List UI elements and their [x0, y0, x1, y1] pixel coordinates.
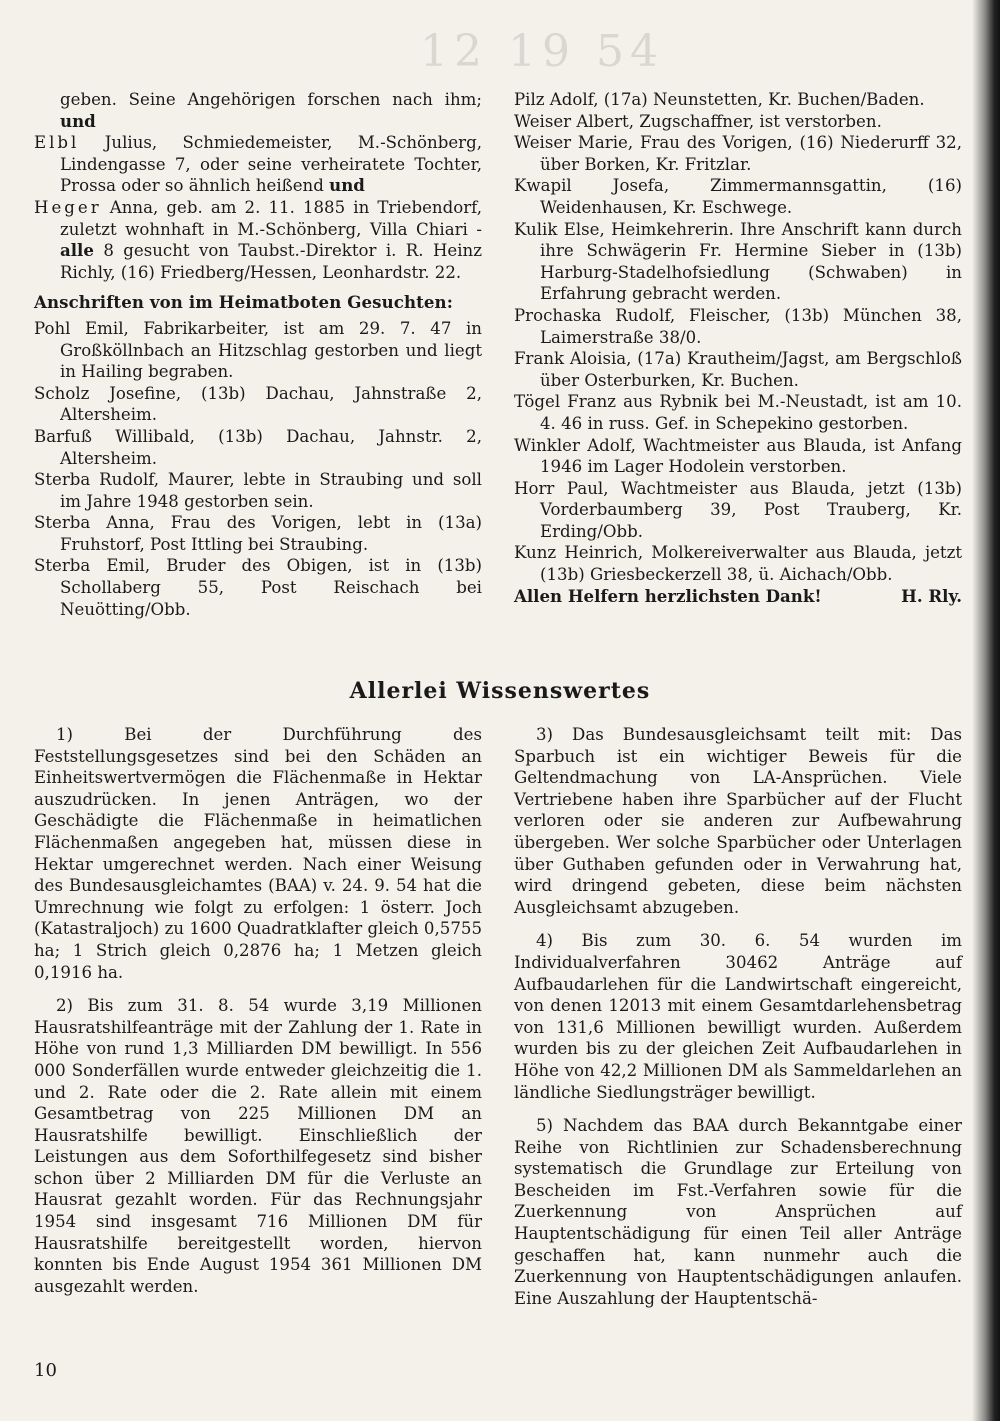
list-item: Pilz Adolf, (17a) Neunstetten, Kr. Buchen/Baden. [514, 90, 925, 109]
list-item: Weiser Albert, Zugschaffner, ist verstorben. [514, 111, 882, 131]
search-entry-heger [34, 197, 482, 283]
article-paragraph: 3) Das Bundesausgleichsamt teilt mit: Das Sparbuch ist ein wichtiger Beweis für die Geltendmachung von LA-Ansprüchen. Viele Vertriebene haben ihre Sparbücher auf der Flucht verloren oder sie anderen zur Aufbewahrung übergeben. Wer solche Sparbücher oder Unterlagen über Guthaben gefunden oder in Verwahrung hat, wird dringend gebeten, diese beim nächsten Ausgleichsamt abzugeben. [514, 725, 962, 917]
list-item: Kunz Heinrich, Molkereiverwalter aus Blauda, jetzt (13b) Griesbeckerzell 38, ü. Aichach/Obb. [514, 543, 962, 585]
list-item: Sterba Anna, Frau des Vorigen, lebt in (13a) Fruhstorf, Post Ittling bei Straubing. [34, 513, 482, 554]
intro-text: geben. Seine Angehörigen forschen nach ihm; [60, 90, 482, 109]
article-paragraph: 2) Bis zum 31. 8. 54 wurde 3,19 Millionen Hausratshilfeanträge mit der Zahlung der 1. Rate in Höhe von rund 1,3 Milliarden DM bewilligt. In 556 000 Sonderfällen wurde entweder gleichzeitig die 1. und 2. Rate oder die 2. Rate allein mit einem Gesamtbetrag von 225 Millionen DM an Hausratshilfe bewilligt. Einschließlich der Leistungen aus dem Soforthilfegesetz sind bisher schon über 2 Milliarden DM für die Verluste an Hausrat gezahlt worden. Für das Rechnungsjahr 1954 sind insgesamt 716 Millionen DM für Hausratshilfe bereitgestellt worden, hiervon konnten bis Ende August 1954 361 Millionen DM ausgezahlt werden. [34, 996, 482, 1296]
list-heading: Anschriften von im Heimatboten Gesuchten: [34, 292, 453, 313]
article-paragraph: 4) Bis zum 30. 6. 54 wurden im Individualverfahren 30462 Anträge auf Aufbaudarlehen für die Landwirtschaft eingereicht, von denen 12013 mit einem Gesamtdarlehensbetrag von 131,6 Millionen bewilligt wurden. Außerdem wurden bis zu der gleichen Zeit Aufbaudarlehen in Höhe von 42,2 Millionen DM als Sammeldarlehen an ländliche Siedlungsträger bewilligt. [514, 931, 962, 1102]
list-item: Scholz Josefine, (13b) Dachau, Jahnstraße 2, Altersheim. [34, 383, 482, 425]
list-item: Winkler Adolf, Wachtmeister aus Blauda, ist Anfang 1946 im Lager Hodolein verstorben. [514, 435, 962, 477]
list-item: Kwapil Josefa, Zimmermannsgattin, (16) Weidenhausen, Kr. Eschwege. [514, 176, 962, 217]
entry-text-elbl: Julius, Schmiedemeister, M.-Schönberg, Lindengasse 7, oder seine verheiratete Tochter, Prossa oder so ähnlich heißend [60, 133, 482, 196]
list-item: Sterba Emil, Bruder des Obigen, ist in (13b) Schollaberg 55, Post Reischach bei Neuötting/Obb. [34, 556, 482, 619]
list-item: Pohl Emil, Fabrikarbeiter, ist am 29. 7. 47 in Großköllnbach an Hitzschlag gestorben und liegt in Hailing begraben. [34, 318, 482, 382]
entry-und-elbl: und [329, 175, 365, 196]
left-bottom-column [34, 724, 482, 1309]
article-paragraph: 5) Nachdem das BAA durch Bekanntgabe einer Reihe von Richtlinien zur Schadensberechnung systematisch die Grundlage zur Erteilung von Bescheiden im Fst.-Verfahren sowie für die Zuerkennung von Ansprüchen auf Hauptentschädigung für einen Teil aller Anträge geschaffen hat, kann nunmehr auch die Zuerkennung von Hauptentschädigungen anlaufen. Eine Auszahlung der Hauptentschä- [514, 1116, 962, 1308]
list-item: Kulik Else, Heimkehrerin. Ihre Anschrift kann durch ihre Schwägerin Fr. Hermine Sieber in (13b) Harburg-Stadelhofsiedlung (Schwaben) in Erfahrung gebracht werden. [514, 219, 962, 304]
intro-und: und [60, 110, 96, 131]
list-item: Prochaska Rudolf, Fleischer, (13b) München 38, Laimerstraße 38/0. [514, 305, 962, 347]
list-item: Horr Paul, Wachtmeister aus Blauda, jetzt (13b) Vorderbaumberg 39, Post Trauberg, Kr. Erding/Obb. [514, 478, 962, 541]
section-title: Allerlei Wissenswertes [349, 678, 651, 704]
right-bottom-column [514, 724, 962, 1321]
list-item: Barfuß Willibald, (13b) Dachau, Jahnstr. 2, Altersheim. [34, 426, 482, 468]
page-edge-shadow [972, 0, 1000, 1421]
list-item: Tögel Franz aus Rybnik bei M.-Neustadt, ist am 10. 4. 46 in russ. Gef. in Schepekino gestorben. [514, 392, 962, 433]
right-top-column [514, 89, 962, 607]
thanks-line [514, 586, 962, 608]
list-item: Weiser Marie, Frau des Vorigen, (16) Niederurff 32, über Borken, Kr. Fritzlar. [514, 133, 962, 174]
entry-bold-alle: alle [60, 240, 94, 261]
intro-continuation [34, 89, 482, 132]
faded-date-stamp: 12 19 54 [420, 26, 664, 77]
search-entry-elbl [34, 132, 482, 197]
article-paragraph: 1) Bei der Durchführung des Feststellungsgesetzes sind bei den Schäden an Einheitswertvermögen die Flächenmaße in Hektar auszudrücken. In jenen Anträgen, wo der Geschädigte die Flächenmaße in heimatlichen Flächenmaßen angegeben hat, müssen diese in Hektar umgerechnet werden. Nach einer Weisung des Bundesausgleichamtes (BAA) v. 24. 9. 54 hat die Umrechnung wie folgt zu erfolgen: 1 österr. Joch (Katastraljoch) zu 1600 Quadratklafter gleich 0,5755 ha; 1 Strich gleich 0,2876 ha; 1 Metzen gleich 0,1916 ha. [34, 725, 482, 982]
entry-text-heger-b: 8 gesucht von Taubst.-Direktor i. R. Heinz Richly, (16) Friedberg/Hessen, Leonhardstr. 22. [60, 241, 482, 282]
entry-name-heger: Heger [34, 197, 102, 217]
thanks-text: Allen Helfern herzlichsten Dank! [514, 585, 822, 606]
entry-name-elbl: Elbl [34, 133, 80, 153]
list-item: Sterba Rudolf, Maurer, lebte in Straubing und soll im Jahre 1948 gestorben sein. [34, 470, 482, 511]
entry-text-heger-a: Anna, geb. am 2. 11. 1885 in Triebendorf, zuletzt wohnhaft in M.-Schönberg, Villa Chiari - [60, 197, 482, 239]
page-number: 10 [34, 1360, 57, 1381]
signature: H. Rly. [901, 585, 962, 606]
left-top-column [34, 89, 482, 620]
list-item: Frank Aloisia, (17a) Krautheim/Jagst, am Bergschloß über Osterburken, Kr. Buchen. [514, 349, 962, 390]
